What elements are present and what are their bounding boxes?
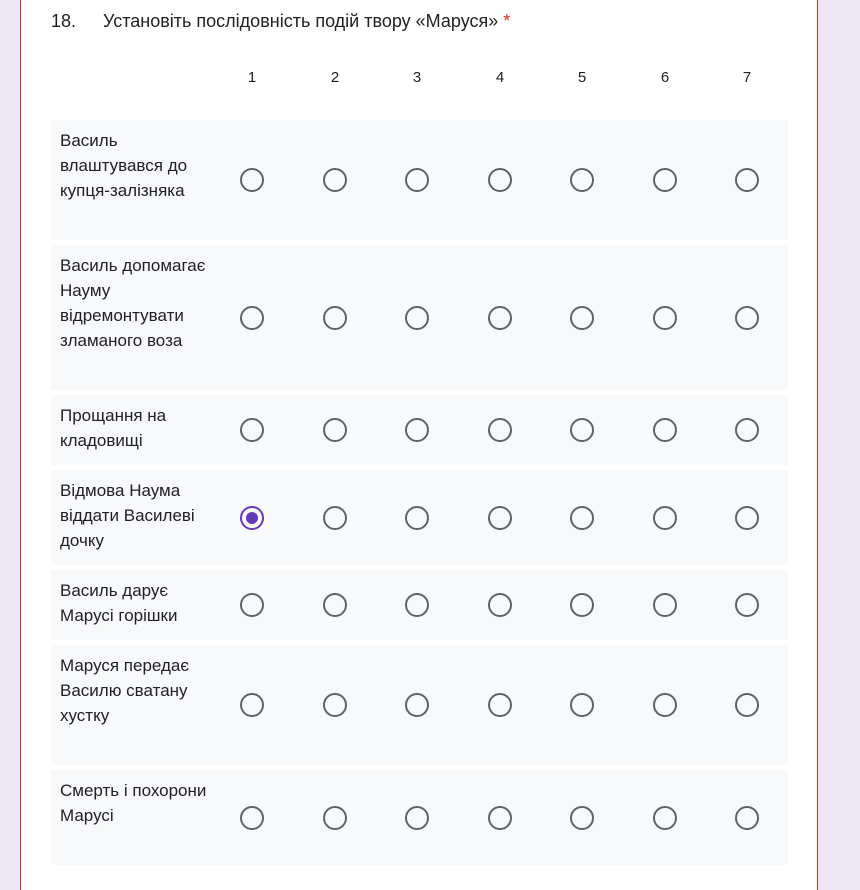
radio-row-1-col-4[interactable]	[488, 168, 512, 192]
radio-row-2-col-1[interactable]	[240, 306, 264, 330]
row-label: Василь допомагає Науму відремонтувати зламаного воза	[60, 256, 206, 350]
row-label: Василь дарує Марусі горішки	[60, 581, 178, 625]
radio-row-3-col-5[interactable]	[570, 418, 594, 442]
column-header-7: 7	[742, 69, 752, 86]
row-label: Прощання на кладовищі	[60, 406, 167, 450]
radio-row-4-col-4[interactable]	[488, 506, 512, 530]
radio-row-1-col-7[interactable]	[735, 168, 759, 192]
radio-row-4-col-6[interactable]	[653, 506, 677, 530]
radio-row-2-col-3[interactable]	[405, 306, 429, 330]
column-header-2: 2	[330, 69, 340, 86]
question-text: Установіть послідовність подій твору «Маруся»	[103, 11, 499, 31]
grid-row-2	[51, 245, 788, 390]
radio-row-5-col-6[interactable]	[653, 593, 677, 617]
radio-row-7-col-4[interactable]	[488, 806, 512, 830]
radio-row-5-col-3[interactable]	[405, 593, 429, 617]
radio-row-3-col-7[interactable]	[735, 418, 759, 442]
radio-row-5-col-1[interactable]	[240, 593, 264, 617]
radio-row-2-col-4[interactable]	[488, 306, 512, 330]
column-header-4: 4	[495, 69, 505, 86]
radio-row-7-col-3[interactable]	[405, 806, 429, 830]
radio-row-5-col-5[interactable]	[570, 593, 594, 617]
radio-row-3-col-6[interactable]	[653, 418, 677, 442]
radio-row-6-col-4[interactable]	[488, 693, 512, 717]
radio-row-2-col-7[interactable]	[735, 306, 759, 330]
radio-row-1-col-3[interactable]	[405, 168, 429, 192]
radio-row-6-col-6[interactable]	[653, 693, 677, 717]
radio-row-4-col-5[interactable]	[570, 506, 594, 530]
radio-row-1-col-1[interactable]	[240, 168, 264, 192]
row-label: Смерть і похорони Марусі	[60, 781, 207, 825]
radio-row-7-col-5[interactable]	[570, 806, 594, 830]
radio-row-6-col-2[interactable]	[323, 693, 347, 717]
column-header-3: 3	[412, 69, 422, 86]
grid-row-6	[51, 645, 788, 765]
radio-row-1-col-2[interactable]	[323, 168, 347, 192]
radio-row-4-col-3[interactable]	[405, 506, 429, 530]
radio-row-1-col-6[interactable]	[653, 168, 677, 192]
grid-row-4	[51, 470, 788, 565]
column-header-6: 6	[660, 69, 670, 86]
radio-row-5-col-4[interactable]	[488, 593, 512, 617]
radio-row-6-col-1[interactable]	[240, 693, 264, 717]
radio-row-3-col-4[interactable]	[488, 418, 512, 442]
radio-row-3-col-2[interactable]	[323, 418, 347, 442]
required-asterisk: *	[503, 11, 511, 31]
radio-row-7-col-7[interactable]	[735, 806, 759, 830]
radio-row-2-col-5[interactable]	[570, 306, 594, 330]
radio-row-2-col-2[interactable]	[323, 306, 347, 330]
radio-row-7-col-6[interactable]	[653, 806, 677, 830]
radio-row-3-col-3[interactable]	[405, 418, 429, 442]
radio-row-5-col-2[interactable]	[323, 593, 347, 617]
radio-row-6-col-5[interactable]	[570, 693, 594, 717]
row-label: Відмова Наума віддати Василеві дочку	[60, 481, 195, 550]
question-card	[20, 0, 818, 890]
radio-row-7-col-2[interactable]	[323, 806, 347, 830]
column-header-1: 1	[247, 69, 257, 86]
question-title	[51, 10, 510, 32]
radio-row-2-col-6[interactable]	[653, 306, 677, 330]
radio-row-4-col-2[interactable]	[323, 506, 347, 530]
grid-row-7	[51, 770, 788, 865]
radio-row-7-col-1[interactable]	[240, 806, 264, 830]
radio-row-5-col-7[interactable]	[735, 593, 759, 617]
grid-row-1	[51, 120, 788, 240]
row-label: Маруся передає Василю сватану хустку	[60, 656, 190, 725]
radio-row-4-col-7[interactable]	[735, 506, 759, 530]
radio-row-1-col-5[interactable]	[570, 168, 594, 192]
grid-row-5	[51, 570, 788, 640]
column-header-5: 5	[577, 69, 587, 86]
radio-row-6-col-7[interactable]	[735, 693, 759, 717]
radio-row-3-col-1[interactable]	[240, 418, 264, 442]
row-label: Василь влаштувався до купця-залізняка	[60, 131, 188, 200]
radio-row-4-col-1[interactable]	[240, 506, 264, 530]
grid-row-3	[51, 395, 788, 465]
radio-row-6-col-3[interactable]	[405, 693, 429, 717]
question-number: 18.	[51, 11, 77, 31]
